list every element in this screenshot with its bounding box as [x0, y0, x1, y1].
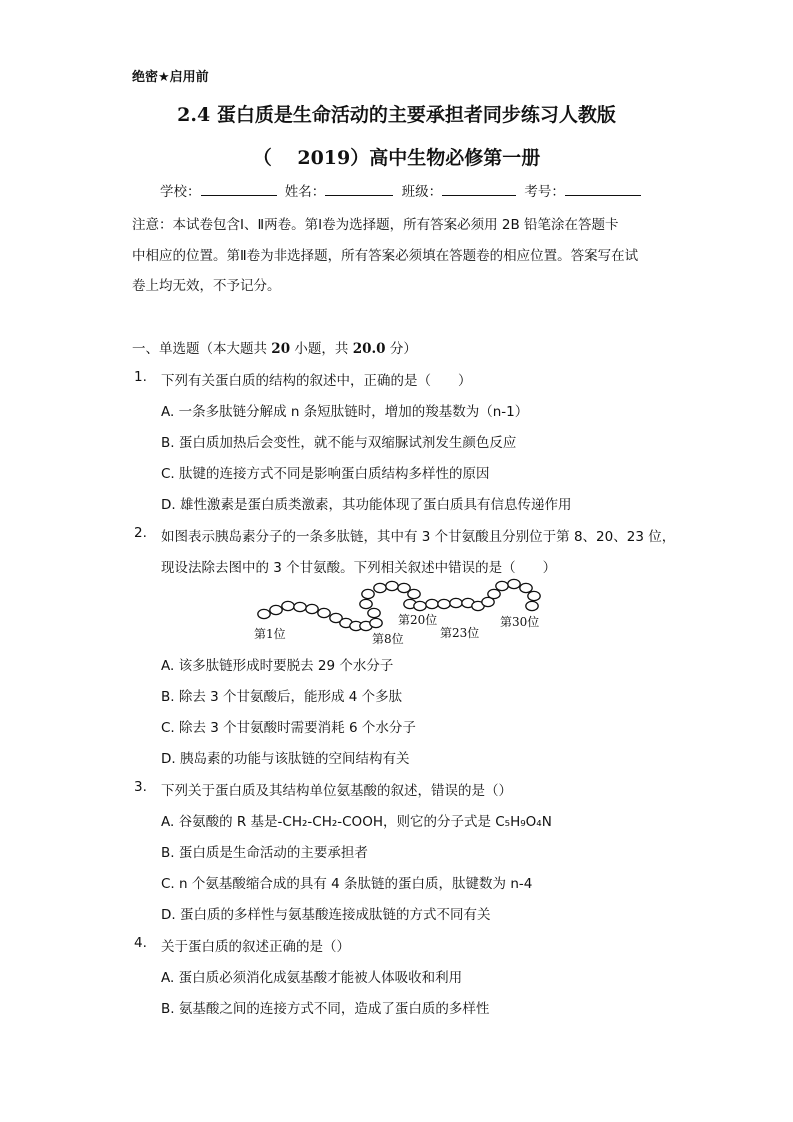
- amino-acid-bead: [520, 583, 532, 592]
- question-3-option-d[interactable]: D. 蛋白质的多样性与氨基酸连接成肽链的方式不同有关: [161, 907, 491, 923]
- figure-label-pos1: 第1位: [254, 627, 286, 641]
- amino-acid-bead: [450, 598, 462, 607]
- amino-acid-bead: [526, 601, 538, 610]
- amino-acid-bead: [496, 581, 508, 590]
- amino-acid-bead: [270, 605, 282, 614]
- amino-acid-bead: [386, 581, 398, 590]
- exam-no-blank[interactable]: [565, 182, 641, 196]
- name-blank[interactable]: [325, 182, 393, 196]
- amino-acid-bead: [360, 599, 372, 608]
- amino-acid-bead: [318, 608, 330, 617]
- question-4-option-a[interactable]: A. 蛋白质必须消化成氨基酸才能被人体吸收和利用: [161, 970, 463, 986]
- figure-label-pos20: 第20位: [398, 613, 438, 627]
- student-info-line: [160, 180, 645, 200]
- amino-acid-bead: [408, 589, 420, 598]
- question-2-option-b[interactable]: B. 除去 3 个甘氨酸后，能形成 4 个多肽: [161, 689, 403, 705]
- class-blank[interactable]: [442, 182, 516, 196]
- figure-label-pos30: 第30位: [500, 615, 540, 629]
- notice-line-2: 中相应的位置。第Ⅱ卷为非选择题，所有答案必须填在答题卷的相应位置。答案写在试: [132, 248, 639, 264]
- amino-acid-bead: [258, 609, 270, 618]
- title-line-1: 2.4 蛋白质是生命活动的主要承担者同步练习人教版: [177, 104, 616, 126]
- amino-acid-bead: [426, 599, 438, 608]
- amino-acid-bead: [414, 601, 426, 610]
- school-label: 学校：: [160, 184, 201, 200]
- section-label: 一、单选题（本大题共: [132, 341, 267, 357]
- question-1-stem: 下列有关蛋白质的结构的叙述中，正确的是（ ）: [161, 373, 472, 389]
- figure-label-pos23: 第23位: [440, 626, 480, 640]
- amino-acid-bead: [306, 604, 318, 613]
- question-1-option-c[interactable]: C. 肽键的连接方式不同是影响蛋白质结构多样性的原因: [161, 466, 490, 482]
- question-3-option-c[interactable]: C. n 个氨基酸缩合成的具有 4 条肽链的蛋白质，肽键数为 n-4: [161, 876, 533, 892]
- title-line-2: （ 2019）高中生物必修第一册: [252, 147, 541, 169]
- amino-acid-bead: [282, 601, 294, 610]
- amino-acid-bead: [294, 602, 306, 611]
- name-label: 姓名：: [284, 184, 326, 200]
- amino-acid-bead: [488, 589, 500, 598]
- question-2-stem-line-2: 现设法除去图中的 3 个甘氨酸。下列相关叙述中错误的是（ ）: [161, 560, 557, 576]
- section-mid: 小题，共: [294, 341, 349, 357]
- notice-line-1: 注意：本试卷包含Ⅰ、Ⅱ两卷。第Ⅰ卷为选择题，所有答案必须用 2B 铅笔涂在答题卡: [132, 217, 619, 233]
- question-3-option-a[interactable]: A. 谷氨酸的 R 基是-CH₂-CH₂-COOH，则它的分子式是 C₅H₉O₄N: [161, 814, 552, 830]
- question-3-stem: 下列关于蛋白质及其结构单位氨基酸的叙述，错误的是（）: [161, 783, 512, 799]
- question-2-option-a[interactable]: A. 该多肽链形成时要脱去 29 个水分子: [161, 658, 394, 674]
- question-1-option-d[interactable]: D. 雄性激素是蛋白质类激素，其功能体现了蛋白质具有信息传递作用: [161, 497, 572, 513]
- figure-label-pos8: 第8位: [372, 632, 404, 646]
- question-4-option-b[interactable]: B. 氨基酸之间的连接方式不同，造成了蛋白质的多样性: [161, 1001, 490, 1017]
- amino-acid-bead: [374, 583, 386, 592]
- amino-acid-bead: [368, 608, 380, 617]
- section-score: 20.0: [352, 341, 386, 357]
- question-1-option-b[interactable]: B. 蛋白质加热后会变性，就不能与双缩脲试剂发生颜色反应: [161, 435, 517, 451]
- question-3-number: 3.: [134, 779, 147, 795]
- question-4-number: 4.: [134, 935, 147, 951]
- question-4-stem: 关于蛋白质的叙述正确的是（）: [161, 939, 350, 955]
- notice-line-3: 卷上均无效，不予记分。: [132, 278, 281, 294]
- question-2-stem: 如图表示胰岛素分子的一条多肽链，其中有 3 个甘氨酸且分别位于第 8、20、23 位，: [161, 529, 676, 545]
- exam-no-label: 考号：: [524, 184, 565, 200]
- question-1-option-a[interactable]: A. 一条多肽链分解成 n 条短肽链时，增加的羧基数为（n-1）: [161, 404, 529, 420]
- question-2-number: 2.: [134, 525, 147, 541]
- section-end: 分）: [389, 341, 417, 357]
- section-heading: [132, 337, 417, 357]
- amino-acid-bead: [362, 589, 374, 598]
- secret-label: 绝密★启用前: [132, 70, 209, 85]
- class-label: 班级：: [401, 184, 443, 200]
- question-2-option-c[interactable]: C. 除去 3 个甘氨酸时需要消耗 6 个水分子: [161, 720, 416, 736]
- amino-acid-bead: [438, 599, 450, 608]
- amino-acid-bead: [370, 618, 382, 627]
- amino-acid-bead: [508, 579, 520, 588]
- school-blank[interactable]: [201, 182, 277, 196]
- section-count: 20: [271, 341, 291, 357]
- question-1-number: 1.: [134, 369, 147, 385]
- question-2-option-d[interactable]: D. 胰岛素的功能与该肽链的空间结构有关: [161, 751, 410, 767]
- amino-acid-bead: [528, 591, 540, 600]
- question-3-option-b[interactable]: B. 蛋白质是生命活动的主要承担者: [161, 845, 368, 861]
- polypeptide-chain-figure: [250, 576, 550, 648]
